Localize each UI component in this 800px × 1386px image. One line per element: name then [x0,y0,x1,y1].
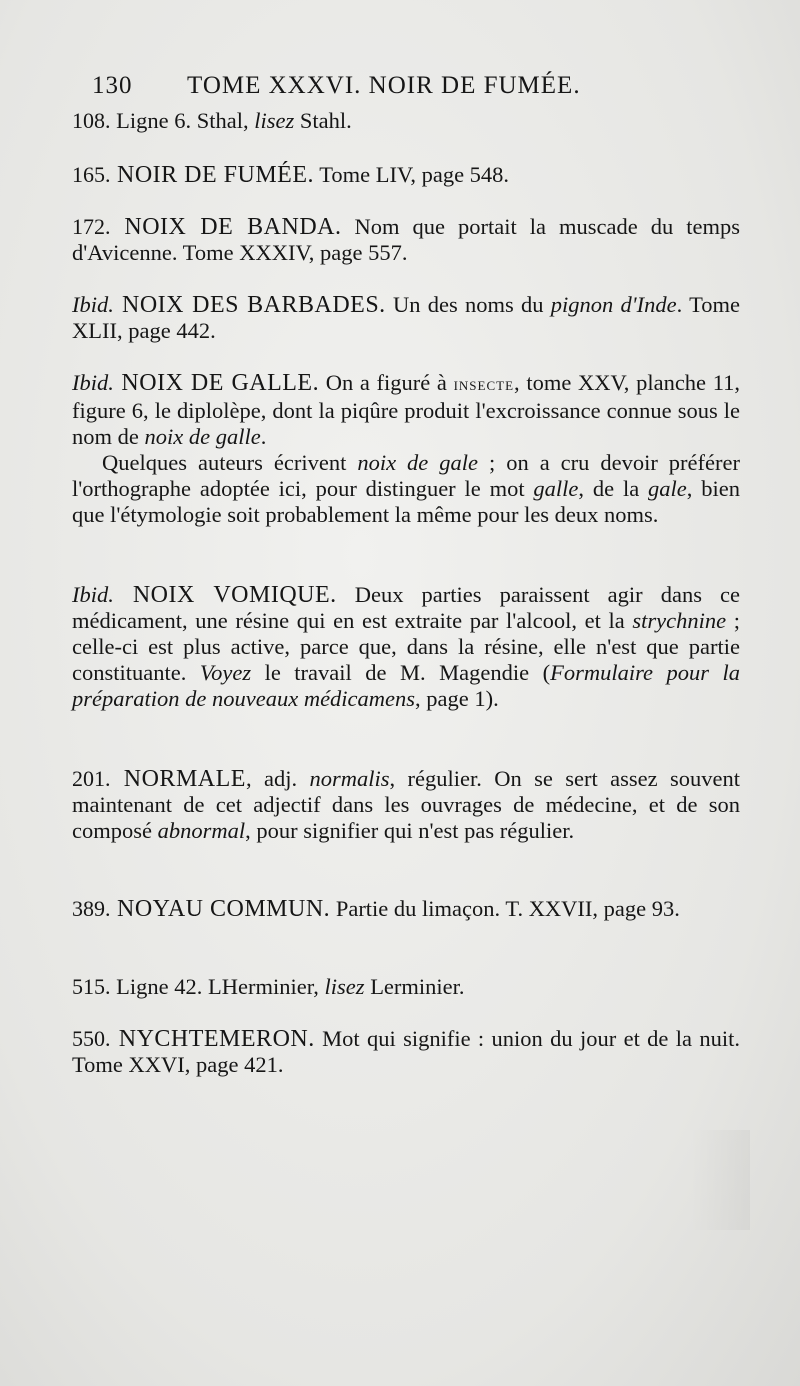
entry-text: Quelques auteurs écrivent [102,450,358,475]
entry-headword: NOIX DE GALLE. [113,370,320,396]
entry-italic: galle [533,476,579,501]
entry-text: , de la [578,476,649,501]
entry-italic: strychnine [632,608,727,633]
entry-text: , bien que l'étymologie soit probablement la même pour les deux noms. [72,476,740,527]
running-title: TOME XXXVI. NOIR DE FUMÉE. [187,72,581,99]
entry-italic: noix de galle [144,424,261,449]
entry-389 [72,896,740,922]
entry-headword: NOIX DE BANDA. [110,214,342,240]
entry-text: ; celle-ci est plus active, parce que, dans la résine, elle n'est que partie constituante. [72,608,740,685]
entry-normale [72,766,740,844]
entry-text: , régulier. On se sert assez souvent maintenant de cet adjectif dans les ouvrages de médecine, et de son composé [72,766,740,843]
entry-165 [72,162,740,188]
entry-text: Partie du limaçon. T. XXVII, page 93. [330,896,680,921]
entry-text: On a figuré à [319,370,454,395]
entry-172 [72,214,740,266]
entry-headword: NOIX VOMIQUE. [113,582,337,608]
entry-italic: Formulaire pour la préparation de nouveaux médicamens [72,660,740,711]
entry-headword: NOIX DES BARBADES. [113,292,386,318]
entry-noix-de-galle [72,370,740,528]
entry-noix-vomique [72,582,740,712]
entry-text: Nom que portait la muscade du temps d'Avicenne. Tome XXXIV, page 557. [72,214,740,265]
entry-text: Deux parties paraissent agir dans ce médicament, une résine qui en est extraite par l'alcool, et la [72,582,740,633]
entry-italic: lisez [254,108,295,133]
entry-550 [72,1026,740,1078]
entry-italic: gale [648,476,687,501]
entry-italic: pignon d'Inde [550,292,677,317]
entry-number: 201. [72,766,111,791]
entry-noix-des-barbades [72,292,740,344]
entry-text: Ligne 6. Sthal, [110,108,255,133]
entry-text: Tome LIV, page 548. [314,162,510,187]
entry-headword: NOIR DE FUMÉE. [110,162,314,188]
entry-number: 389. [72,896,111,921]
page-number: 130 [92,72,133,99]
entry-number: 165. [72,162,111,187]
entry-text: Mot qui signifie : union du jour et de la nuit. Tome XXVI, page 421. [72,1026,740,1077]
entry-text: . [260,424,267,449]
entry-ibid: Ibid. [72,292,114,317]
entry-text: , tome XXV, planche 11, figure 6, le diplolèpe, dont la piqûre produit l'excroissance connue sous le nom de [72,370,740,449]
entry-number: 108. [72,108,111,133]
entry-italic: lisez [324,974,365,999]
entry-text: le travail de M. Magendie ( [251,660,551,685]
entry-headword: NYCHTEMERON. [110,1026,315,1052]
entry-text: , page 1). [415,686,499,711]
entry-italic: noix de gale [357,450,479,475]
entry-italic: Voyez [199,660,252,685]
entry-text: Lerminier. [364,974,465,999]
entry-text: ; on a cru devoir préférer l'orthographe adoptée ici, pour distinguer le mot [72,450,740,501]
entry-text: , adj. [245,766,310,791]
entry-paragraph [72,450,740,528]
entry-number: 172. [72,214,111,239]
entry-text: Ligne 42. LHerminier, [110,974,325,999]
entry-108 [72,108,740,134]
entry-headword: NOYAU COMMUN. [110,896,331,922]
entry-italic: abnormal [157,818,246,843]
entry-text: , pour signifier qui n'est pas régulier. [245,818,575,843]
entry-text: Un des noms du [385,292,551,317]
bleed-through-shadow [690,1130,750,1230]
entry-text: Stahl. [294,108,352,133]
entry-number: 550. [72,1026,111,1051]
entry-text: . Tome XLII, page 442. [72,292,741,343]
entry-ibid: Ibid. [72,582,114,607]
entry-headword: NORMALE [110,766,246,792]
entry-italic: normalis [309,766,390,791]
entry-515 [72,974,740,1000]
entry-small-caps: insecte [453,374,515,395]
entry-ibid: Ibid. [72,370,114,395]
entry-number: 515. [72,974,111,999]
